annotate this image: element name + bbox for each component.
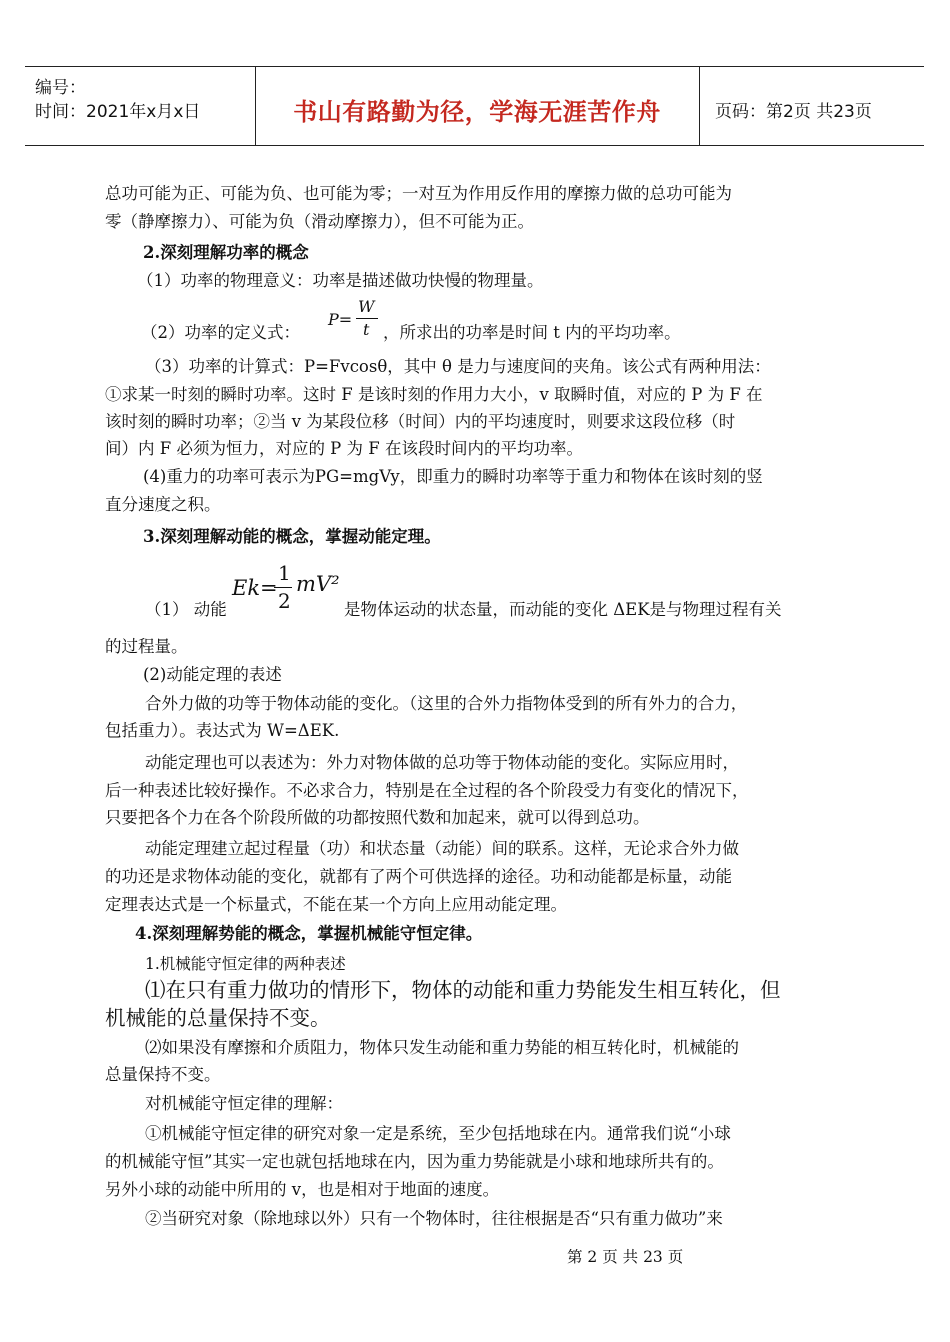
text-line: 1.机械能守恒定律的两种表述 bbox=[145, 955, 346, 973]
text-line: ⑵如果没有摩擦和介质阻力，物体只发生动能和重力势能的相互转化时，机械能的 bbox=[145, 1038, 739, 1057]
text-line: 直分速度之积。 bbox=[105, 495, 221, 514]
formula-denominator: t bbox=[363, 320, 370, 339]
fraction-bar bbox=[356, 318, 378, 319]
text-line: 包括重力）。表达式为 W=ΔEK. bbox=[105, 721, 340, 740]
text-line: 合外力做的功等于物体动能的变化。（这里的合外力指物体受到的所有外力的合力， bbox=[145, 694, 748, 713]
document-number-label: 编号： bbox=[35, 78, 86, 98]
text-line: 是物体运动的状态量，而动能的变化 ΔEK是与物理过程有关 bbox=[344, 600, 782, 619]
text-line: 机械能的总量保持不变。 bbox=[105, 1006, 331, 1030]
text-line: 动能定理建立起过程量（功）和状态量（动能）间的联系。这样，无论求合外力做 bbox=[145, 839, 739, 858]
text-line: ，所求出的功率是时间 t 内的平均功率。 bbox=[383, 323, 681, 342]
section-heading: 4.深刻理解势能的概念，掌握机械能守恒定律。 bbox=[135, 924, 483, 943]
formula-denominator: 2 bbox=[278, 589, 291, 613]
header-info-cell bbox=[25, 67, 256, 145]
text-line: （3）功率的计算式：P=Fvcosθ，其中 θ 是力与速度间的夹角。该公式有两种用法： bbox=[145, 357, 771, 376]
text-line: ②当研究对象（除地球以外）只有一个物体时，往往根据是否“只有重力做功”来 bbox=[145, 1209, 723, 1228]
formula-numerator: 1 bbox=[278, 561, 291, 585]
text-line: 只要把各个力在各个阶段所做的功都按照代数和加起来，就可以得到总功。 bbox=[105, 808, 650, 827]
header-motto: 书山有路勤为径，学海无涯苦作舟 bbox=[293, 98, 661, 126]
formula-lhs: Ek= bbox=[232, 576, 278, 600]
text-line: 的机械能守恒”其实一定也就包括地球在内，因为重力势能就是小球和地球所共有的。 bbox=[105, 1152, 724, 1171]
header-page-cell bbox=[699, 67, 924, 145]
text-line: 该时刻的瞬时功率；②当 v 为某段位移（时间）内的平均速度时，则要求这段位移（时 bbox=[105, 412, 736, 431]
page-footer: 第 2 页 共 23 页 bbox=[567, 1248, 684, 1266]
text-line: 定理表达式是一个标量式，不能在某一个方向上应用动能定理。 bbox=[105, 895, 567, 914]
text-line: 动能定理也可以表述为：外力对物体做的总功等于物体动能的变化。实际应用时， bbox=[145, 753, 739, 772]
text-line: 另外小球的动能中所用的 v，也是相对于地面的速度。 bbox=[105, 1180, 500, 1199]
text-line: 总量保持不变。 bbox=[105, 1065, 221, 1084]
text-line: 间）内 F 必须为恒力，对应的 P 为 F 在该段时间内的平均功率。 bbox=[105, 439, 583, 458]
text-line: （1） 动能 bbox=[145, 600, 227, 619]
text-line: ①求某一时刻的瞬时功率。这时 F 是该时刻的作用力大小，v 取瞬时值，对应的 P 为 F 在 bbox=[105, 385, 763, 404]
text-line: 零（静摩擦力）、可能为负（滑动摩擦力），但不可能为正。 bbox=[105, 212, 534, 231]
text-line: 后一种表述比较好操作。不必求合力，特别是在全过程的各个阶段受力有变化的情况下， bbox=[105, 781, 749, 800]
text-line: ①机械能守恒定律的研究对象一定是系统，至少包括地球在内。通常我们说“小球 bbox=[145, 1124, 731, 1143]
text-line: 的功还是求物体动能的变化，就都有了两个可供选择的途径。功和动能都是标量，动能 bbox=[105, 867, 732, 886]
document-date-label: 时间：2021年x月x日 bbox=[35, 102, 201, 122]
text-line: ⑴在只有重力做功的情形下，物体的动能和重力势能发生相互转化，但 bbox=[145, 978, 781, 1002]
text-line: (2)动能定理的表述 bbox=[143, 665, 282, 684]
page-header bbox=[25, 66, 924, 146]
header-motto-cell bbox=[255, 67, 700, 145]
text-line: 的过程量。 bbox=[105, 637, 188, 656]
page-number-label: 页码：第2页 共23页 bbox=[715, 102, 872, 122]
text-line: (4)重力的功率可表示为PG=mgVy，即重力的瞬时功率等于重力和物体在该时刻的竖 bbox=[143, 467, 763, 486]
section-heading: 3.深刻理解动能的概念，掌握动能定理。 bbox=[143, 527, 441, 546]
formula-numerator: W bbox=[358, 297, 375, 316]
text-line: （2）功率的定义式： bbox=[141, 323, 300, 342]
fraction-bar bbox=[274, 587, 292, 588]
formula-lhs: P= bbox=[328, 310, 353, 329]
section-heading: 2.深刻理解功率的概念 bbox=[143, 243, 309, 262]
text-line: 总功可能为正、可能为负、也可能为零；一对互为作用反作用的摩擦力做的总功可能为 bbox=[105, 184, 732, 203]
formula-rhs: mV² bbox=[296, 572, 340, 596]
text-line: （1）功率的物理意义：功率是描述做功快慢的物理量。 bbox=[137, 271, 544, 290]
text-line: 对机械能守恒定律的理解： bbox=[145, 1094, 343, 1113]
